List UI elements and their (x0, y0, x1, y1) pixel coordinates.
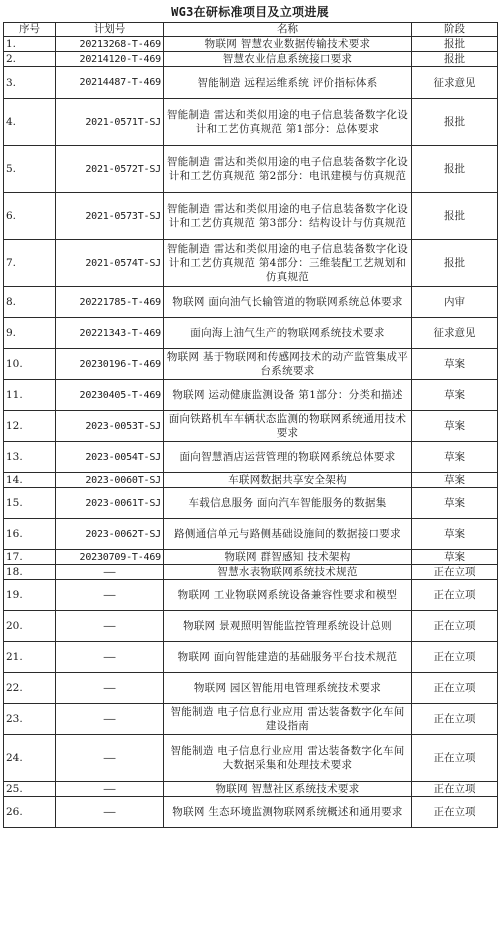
row-number: 26. (4, 797, 56, 828)
table-row (4, 318, 498, 349)
plan-number: 20214120-T-469 (56, 52, 164, 67)
plan-number: 2023-0054T-SJ (56, 442, 164, 473)
row-number: 3. (4, 67, 56, 99)
stage-status: 草案 (412, 442, 498, 473)
stage-status: 报批 (412, 52, 498, 67)
standard-name: 智能制造 雷达和类似用途的电子信息装备数字化设计和工艺仿真规范 第4部分：三维装配工艺规划和仿真规范 (164, 240, 412, 287)
stage-status: 报批 (412, 146, 498, 193)
table-row (4, 550, 498, 565)
standard-name: 物联网 面向智能建造的基础服务平台技术规范 (164, 642, 412, 673)
plan-number: 2023-0060T-SJ (56, 473, 164, 488)
plan-number: 2021-0572T-SJ (56, 146, 164, 193)
table-row (4, 193, 498, 240)
stage-status: 正在立项 (412, 642, 498, 673)
plan-number: —— (56, 580, 164, 611)
plan-number: —— (56, 673, 164, 704)
stage-status: 正在立项 (412, 611, 498, 642)
stage-status: 草案 (412, 488, 498, 519)
stage-status: 正在立项 (412, 704, 498, 735)
document-title: WG3在研标准项目及立项进展 (171, 5, 329, 19)
row-number: 14. (4, 473, 56, 488)
stage-status: 报批 (412, 99, 498, 146)
stage-status: 正在立项 (412, 580, 498, 611)
standard-name: 面向海上油气生产的物联网系统技术要求 (164, 318, 412, 349)
standard-name: 车联网数据共享安全架构 (164, 473, 412, 488)
table-row (4, 519, 498, 550)
stage-status: 报批 (412, 37, 498, 52)
table-row (4, 380, 498, 411)
plan-number: 20213268-T-469 (56, 37, 164, 52)
header-plan: 计划号 (56, 23, 164, 37)
standard-name: 智能制造 雷达和类似用途的电子信息装备数字化设计和工艺仿真规范 第2部分：电讯建模与仿真规范 (164, 146, 412, 193)
standard-name: 物联网 智慧农业数据传输技术要求 (164, 37, 412, 52)
table-row (4, 146, 498, 193)
row-number: 2. (4, 52, 56, 67)
stage-status: 正在立项 (412, 782, 498, 797)
row-number: 9. (4, 318, 56, 349)
row-number: 25. (4, 782, 56, 797)
stage-status: 正在立项 (412, 797, 498, 828)
table-header-row (4, 23, 498, 37)
plan-number: 2021-0574T-SJ (56, 240, 164, 287)
plan-number: —— (56, 565, 164, 580)
table-row (4, 797, 498, 828)
stage-status: 草案 (412, 411, 498, 442)
table-row (4, 473, 498, 488)
standard-name: 智能制造 雷达和类似用途的电子信息装备数字化设计和工艺仿真规范 第3部分：结构设计与仿真规范 (164, 193, 412, 240)
table-row (4, 287, 498, 318)
row-number: 20. (4, 611, 56, 642)
plan-number: 2021-0571T-SJ (56, 99, 164, 146)
standard-name: 物联网 园区智能用电管理系统技术要求 (164, 673, 412, 704)
row-number: 5. (4, 146, 56, 193)
table-row (4, 349, 498, 380)
standard-name: 车载信息服务 面向汽车智能服务的数据集 (164, 488, 412, 519)
plan-number: 20230405-T-469 (56, 380, 164, 411)
standard-name: 物联网 智慧社区系统技术要求 (164, 782, 412, 797)
table-row (4, 67, 498, 99)
row-number: 23. (4, 704, 56, 735)
plan-number: 20221343-T-469 (56, 318, 164, 349)
standard-name: 物联网 面向油气长输管道的物联网系统总体要求 (164, 287, 412, 318)
row-number: 7. (4, 240, 56, 287)
table-row (4, 442, 498, 473)
standard-name: 智慧水表物联网系统技术规范 (164, 565, 412, 580)
row-number: 19. (4, 580, 56, 611)
plan-number: 20214487-T-469 (56, 67, 164, 99)
stage-status: 正在立项 (412, 735, 498, 782)
stage-status: 征求意见 (412, 67, 498, 99)
plan-number: —— (56, 704, 164, 735)
table-row (4, 240, 498, 287)
stage-status: 正在立项 (412, 565, 498, 580)
stage-status: 报批 (412, 240, 498, 287)
table-row (4, 704, 498, 735)
plan-number: 2023-0061T-SJ (56, 488, 164, 519)
stage-status: 草案 (412, 473, 498, 488)
row-number: 24. (4, 735, 56, 782)
table-row (4, 488, 498, 519)
table-row (4, 580, 498, 611)
plan-number: —— (56, 735, 164, 782)
table-row (4, 37, 498, 52)
header-stage: 阶段 (412, 23, 498, 37)
standard-name: 物联网 景观照明智能监控管理系统设计总则 (164, 611, 412, 642)
header-no: 序号 (4, 23, 56, 37)
stage-status: 草案 (412, 550, 498, 565)
row-number: 17. (4, 550, 56, 565)
row-number: 10. (4, 349, 56, 380)
stage-status: 草案 (412, 519, 498, 550)
standard-name: 物联网 生态环境监测物联网系统概述和通用要求 (164, 797, 412, 828)
row-number: 12. (4, 411, 56, 442)
row-number: 8. (4, 287, 56, 318)
plan-number: 20230196-T-469 (56, 349, 164, 380)
row-number: 1. (4, 37, 56, 52)
standard-name: 面向智慧酒店运营管理的物联网系统总体要求 (164, 442, 412, 473)
plan-number: 2023-0062T-SJ (56, 519, 164, 550)
row-number: 16. (4, 519, 56, 550)
table-row (4, 673, 498, 704)
standard-name: 物联网 群智感知 技术架构 (164, 550, 412, 565)
plan-number: —— (56, 782, 164, 797)
stage-status: 报批 (412, 193, 498, 240)
row-number: 13. (4, 442, 56, 473)
row-number: 15. (4, 488, 56, 519)
standard-name: 智能制造 电子信息行业应用 雷达装备数字化车间大数据采集和处理技术要求 (164, 735, 412, 782)
standard-name: 路侧通信单元与路侧基础设施间的数据接口要求 (164, 519, 412, 550)
row-number: 18. (4, 565, 56, 580)
standard-name: 智能制造 电子信息行业应用 雷达装备数字化车间建设指南 (164, 704, 412, 735)
standard-name: 智慧农业信息系统接口要求 (164, 52, 412, 67)
table-row (4, 642, 498, 673)
standard-name: 智能制造 雷达和类似用途的电子信息装备数字化设计和工艺仿真规范 第1部分：总体要求 (164, 99, 412, 146)
standard-name: 物联网 基于物联网和传感网技术的动产监管集成平台系统要求 (164, 349, 412, 380)
row-number: 22. (4, 673, 56, 704)
stage-status: 草案 (412, 380, 498, 411)
plan-number: 2021-0573T-SJ (56, 193, 164, 240)
plan-number: 20230709-T-469 (56, 550, 164, 565)
plan-number: —— (56, 797, 164, 828)
table-row (4, 52, 498, 67)
standard-name: 智能制造 远程运维系统 评价指标体系 (164, 67, 412, 99)
table-row (4, 611, 498, 642)
stage-status: 征求意见 (412, 318, 498, 349)
table-row (4, 782, 498, 797)
row-number: 4. (4, 99, 56, 146)
table-row (4, 735, 498, 782)
plan-number: 20221785-T-469 (56, 287, 164, 318)
table-row (4, 565, 498, 580)
plan-number: —— (56, 642, 164, 673)
plan-number: 2023-0053T-SJ (56, 411, 164, 442)
stage-status: 草案 (412, 349, 498, 380)
standard-name: 物联网 运动健康监测设备 第1部分：分类和描述 (164, 380, 412, 411)
stage-status: 内审 (412, 287, 498, 318)
header-name: 名称 (164, 23, 412, 37)
standard-name: 面向铁路机车车辆状态监测的物联网系统通用技术要求 (164, 411, 412, 442)
table-row (4, 99, 498, 146)
standard-name: 物联网 工业物联网系统设备兼容性要求和模型 (164, 580, 412, 611)
row-number: 11. (4, 380, 56, 411)
standards-table (3, 22, 498, 828)
stage-status: 正在立项 (412, 673, 498, 704)
plan-number: —— (56, 611, 164, 642)
table-row (4, 411, 498, 442)
row-number: 21. (4, 642, 56, 673)
row-number: 6. (4, 193, 56, 240)
